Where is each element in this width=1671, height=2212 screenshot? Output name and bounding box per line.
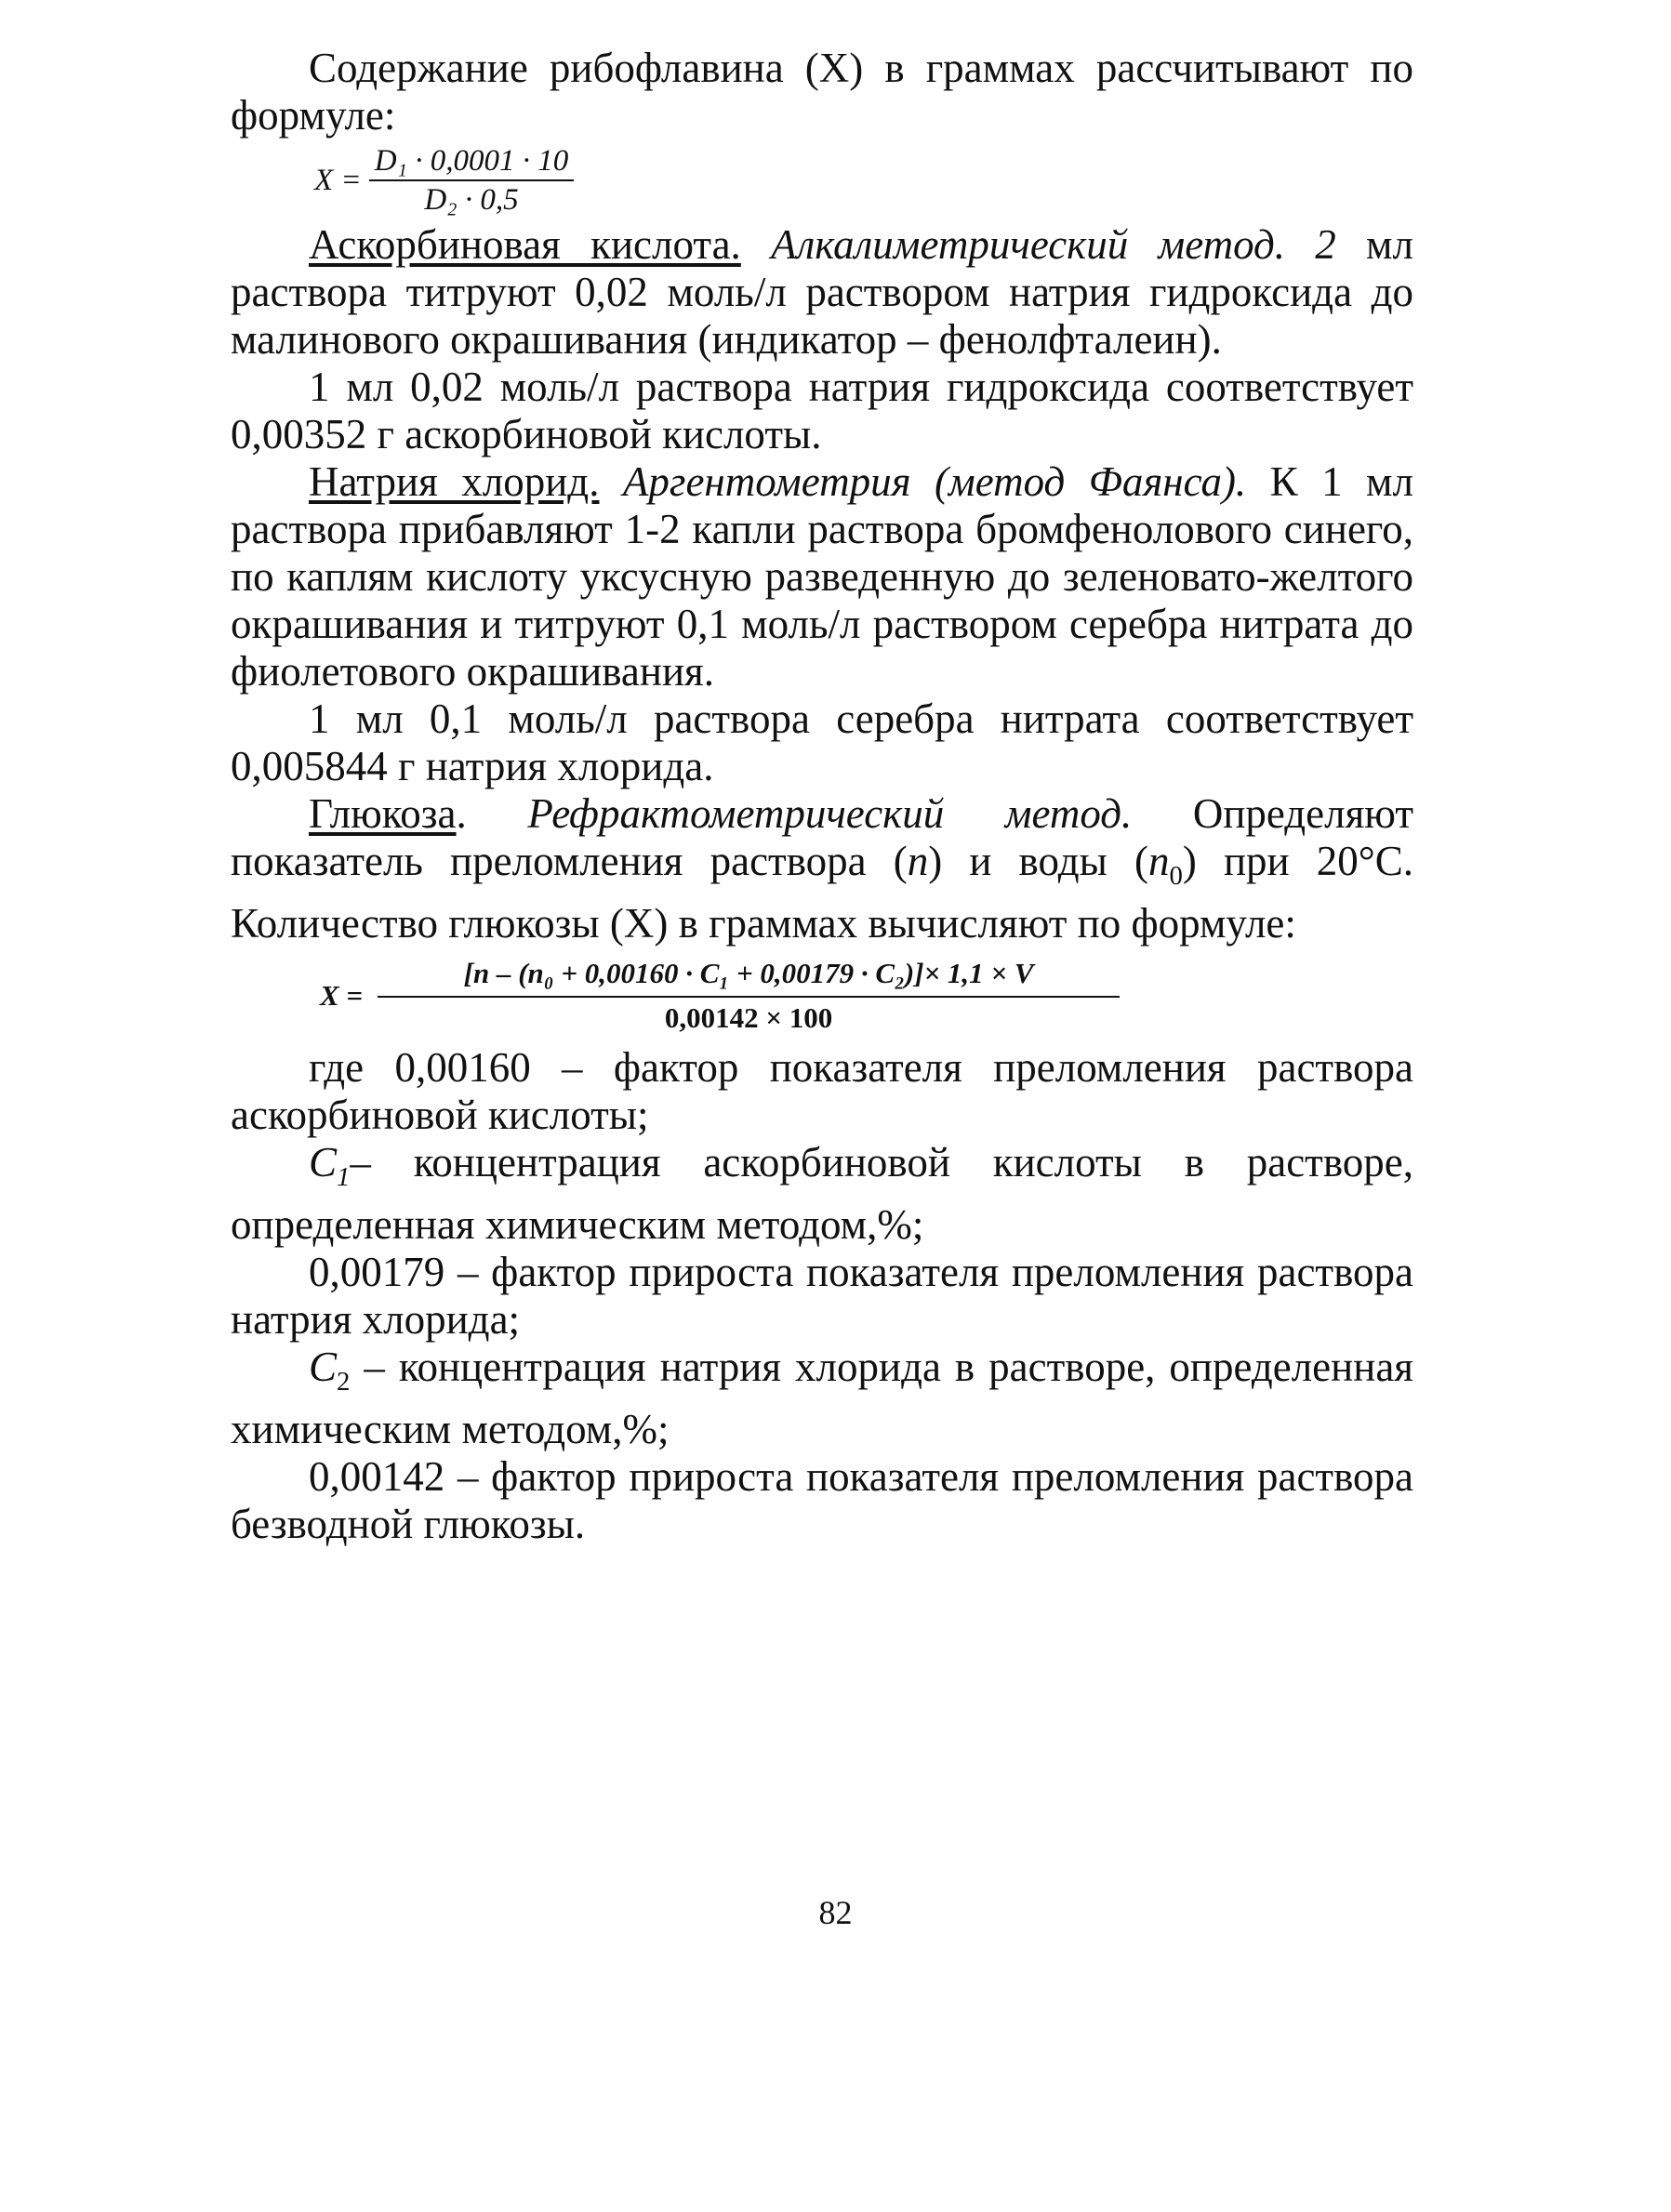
c2-subscript: 2 xyxy=(337,1367,351,1397)
where-glucose-factor: 0,00142 – фактор прироста показателя преломления раствора безводной глюкозы. xyxy=(231,1453,1413,1547)
c1-text: – концентрация аскорбиновой кислоты в растворе, определенная химическим методом,%; xyxy=(231,1139,1413,1248)
ascorbic-equivalent: 1 мл 0,02 моль/л раствора натрия гидроксида соответствует 0,00352 г аскорбиновой кислоты. xyxy=(231,364,1413,457)
glucose-label: Глюкоза xyxy=(309,790,457,837)
nacl-paragraph xyxy=(231,458,1413,695)
nacl-equivalent: 1 мл 0,1 моль/л раствора серебра нитрата соответствует 0,005844 г натрия хлорида. xyxy=(231,695,1413,789)
where-ascorbic-factor: где 0,00160 – фактор показателя преломления раствора аскорбиновой кислоты; xyxy=(231,1044,1413,1138)
formula-lhs: X = xyxy=(320,979,364,1012)
document-page xyxy=(231,45,1413,1548)
formula-denominator: 0,00142 × 100 xyxy=(664,1001,833,1034)
nacl-label: Натрия хлорид. xyxy=(309,458,600,505)
riboflavin-intro: Содержание рибофлавина (Х) в граммах рассчитывают по формуле: xyxy=(231,45,1413,139)
c1-subscript: 1 xyxy=(337,1162,351,1192)
ascorbic-method: Алкалиметрический метод. 2 xyxy=(771,221,1336,268)
formula-denominator: D₂ · 0,5 xyxy=(424,183,519,217)
ascorbic-paragraph xyxy=(231,221,1413,364)
page-number: 82 xyxy=(818,1894,853,1931)
glucose-n: n xyxy=(907,838,929,884)
glucose-n0: n xyxy=(1147,838,1170,884)
c1-symbol: C xyxy=(309,1139,338,1185)
nacl-text: К 1 мл раствора прибавляют 1-2 капли раствора бромфенолового синего, по каплям кислоту уксусную разведенную до зеленовато-желтого окрашивания и титруют 0,1 моль/л раствором серебра нитрата до фиолетового окрашивания. xyxy=(231,458,1413,695)
formula-lhs: X = xyxy=(314,164,362,197)
riboflavin-formula xyxy=(314,139,1413,221)
where-c1 xyxy=(231,1139,1413,1249)
glucose-n0-sub: 0 xyxy=(1169,861,1183,891)
ascorbic-label: Аскорбиновая кислота. xyxy=(309,221,741,268)
c2-text: – концентрация натрия хлорида в растворе, определенная химическим методом,%; xyxy=(231,1344,1413,1452)
formula-fraction xyxy=(369,144,575,217)
formula-numerator: [n – (n₀ + 0,00160 · C₁ + 0,00179 · C₂)]× 1,1 × V xyxy=(378,955,1120,998)
glucose-text-2: ) и воды ( xyxy=(928,838,1148,884)
glucose-text-1: Определяют показатель преломления раствора ( xyxy=(231,790,1413,884)
glucose-paragraph xyxy=(231,790,1413,947)
where-nacl-factor: 0,00179 – фактор прироста показателя преломления раствора натрия хлорида; xyxy=(231,1249,1413,1343)
formula-numerator: D₁ · 0,0001 · 10 xyxy=(369,144,575,181)
nacl-method: Аргентометрия (метод Фаянса). xyxy=(622,458,1247,505)
glucose-text-3: ) при 20°С. Количество глюкозы (Х) в граммах вычисляют по формуле: xyxy=(231,838,1413,947)
glucose-formula xyxy=(320,947,1413,1044)
c2-symbol: C xyxy=(309,1344,338,1390)
formula-fraction xyxy=(378,955,1120,1037)
glucose-dot: . xyxy=(456,790,528,837)
glucose-method: Рефрактометрический метод. xyxy=(527,790,1133,837)
where-c2 xyxy=(231,1344,1413,1453)
ascorbic-text: мл раствора титруют 0,02 моль/л раствором натрия гидроксида до малинового окрашивания (индикатор – фенолфталеин). xyxy=(231,221,1413,363)
